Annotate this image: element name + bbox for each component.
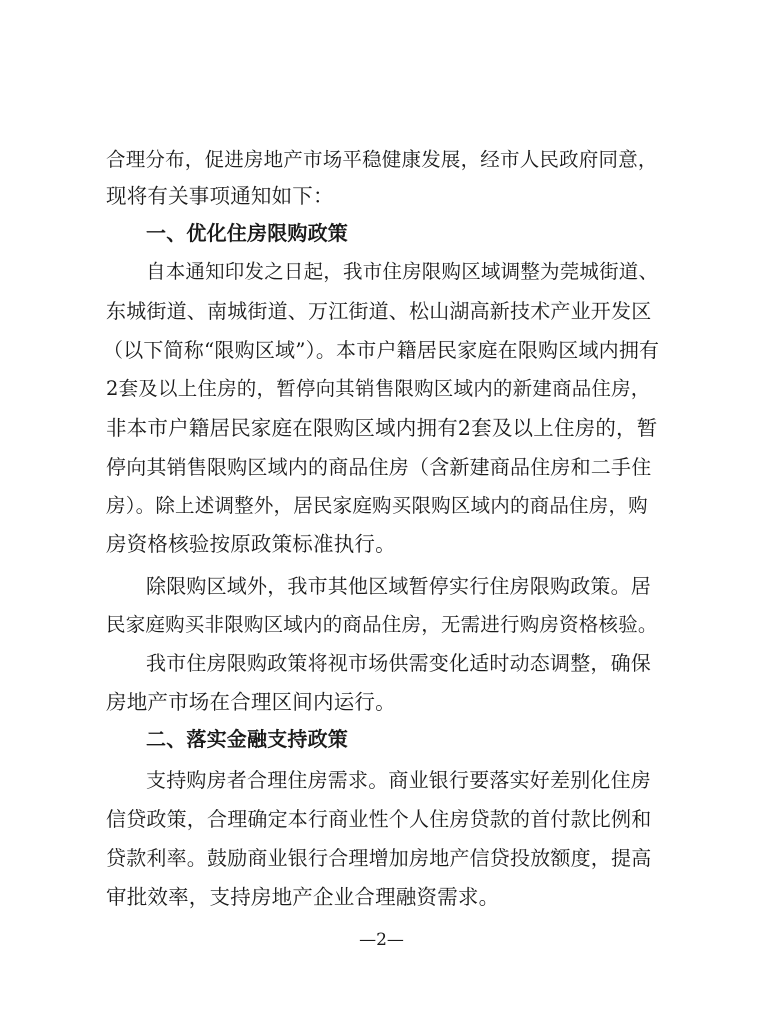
body-line-18: 信贷政策，合理确定本行商业性个人住房贷款的首付款比例和 — [106, 807, 652, 831]
body-line-5: 东城街道、南城街道、万江街道、松山湖高新技术产业开发区 — [106, 299, 652, 323]
body-line-1: 合理分布，促进房地产市场平稳健康发展，经市人民政府同意， — [106, 148, 658, 171]
section-heading-1: 一、优化住房限购政策 — [146, 221, 348, 245]
body-line-9: 停向其销售限购区域内的商品住房（含新建商品住房和二手住 — [106, 455, 652, 479]
body-line-20: 审批效率，支持房地产企业合理融资需求。 — [106, 885, 500, 909]
body-line-19: 贷款利率。鼓励商业银行合理增加房地产信贷投放额度，提高 — [106, 846, 652, 870]
body-line-2: 现将有关事项通知如下： — [106, 184, 334, 208]
body-line-7: 2套及以上住房的，暂停向其销售限购区域内的新建商品住房， — [106, 377, 651, 400]
body-line-10: 房）。除上述调整外，居民家庭购买限购区域内的商品住房，购 — [106, 494, 648, 517]
body-line-13: 民家庭购买非限购区域内的商品住房，无需进行购房资格核验。 — [106, 613, 658, 636]
body-line-12: 除限购区域外，我市其他区域暂停实行住房限购政策。居 — [146, 574, 651, 598]
section-heading-2: 二、落实金融支持政策 — [146, 727, 348, 751]
body-line-17: 支持购房者合理住房需求。商业银行要落实好差别化住房 — [146, 768, 651, 792]
body-line-6: （以下简称“限购区域”）。本市户籍居民家庭在限购区域内拥有 — [103, 338, 660, 362]
page-number: —2— — [359, 930, 404, 950]
body-line-4: 自本通知印发之日起，我市住房限购区域调整为莞城街道、 — [146, 260, 659, 283]
body-line-14: 我市住房限购政策将视市场供需变化适时动态调整，确保 — [146, 651, 651, 675]
body-line-15: 房地产市场在合理区间内运行。 — [106, 690, 396, 714]
body-line-8: 非本市户籍居民家庭在限购区域内拥有2套及以上住房的，暂 — [106, 416, 658, 440]
body-line-11: 房资格核验按原政策标准执行。 — [106, 532, 396, 556]
